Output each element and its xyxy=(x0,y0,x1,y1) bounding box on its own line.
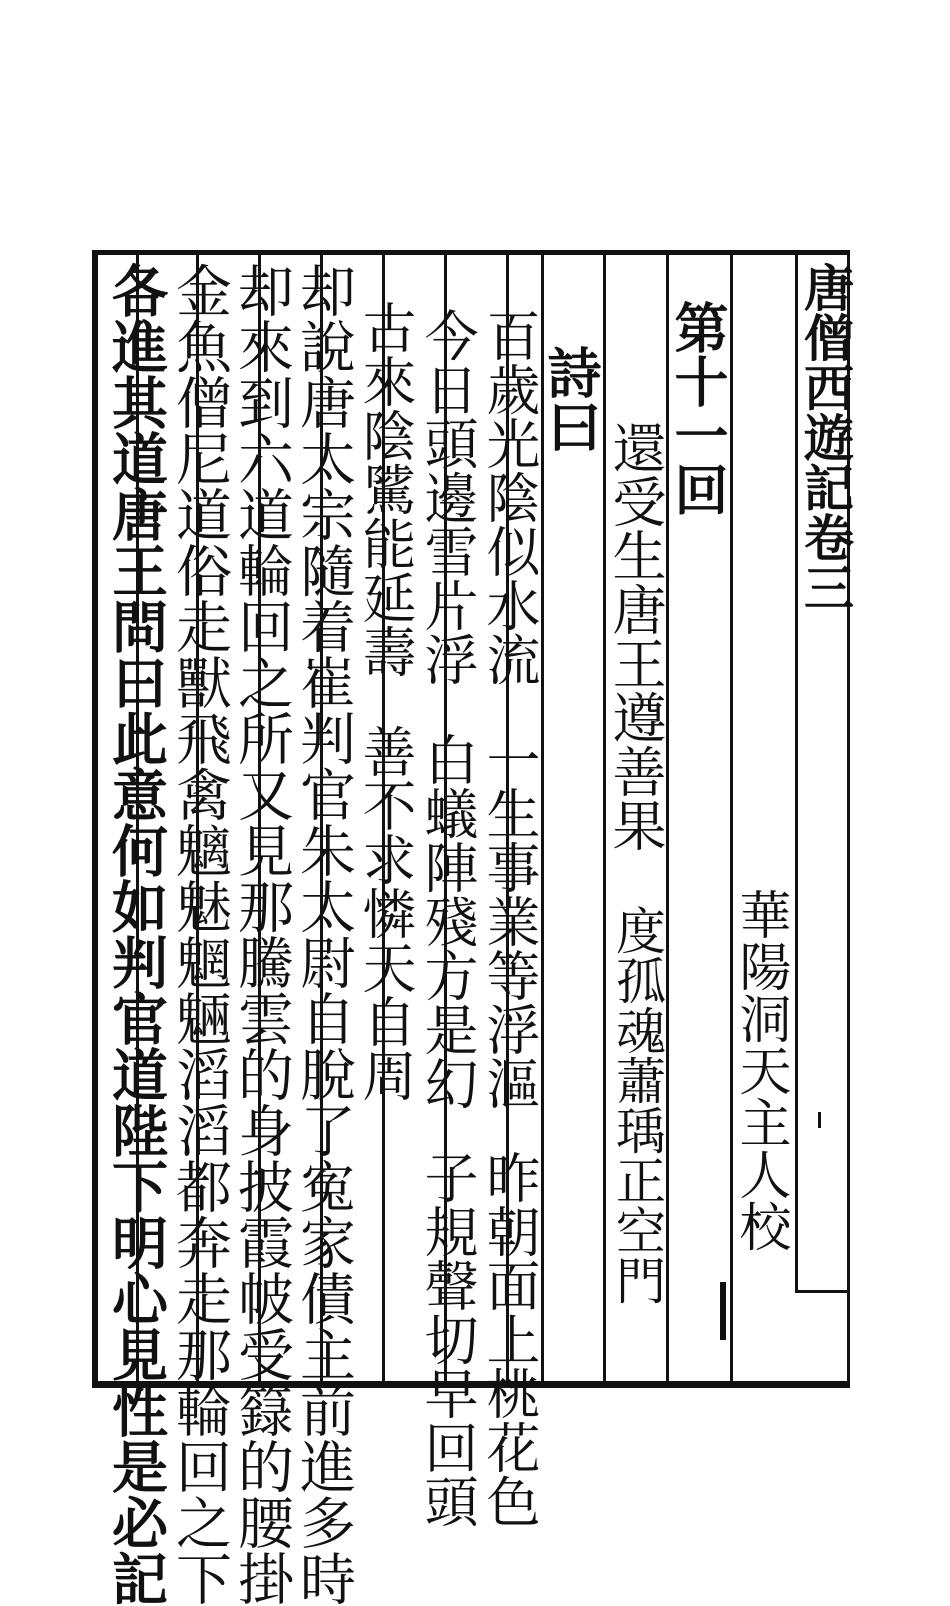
margin-ear-rule xyxy=(795,1290,850,1293)
chapter-number: 第十一回 xyxy=(666,300,730,516)
ink-mark xyxy=(818,1112,821,1128)
body-text-line: 却說唐太宗隨着崔判官朱太尉自脫了寃家債主前進多時 xyxy=(291,262,356,1606)
body-text-line: 金魚僧尼道俗走獸飛禽魑魅魍魎滔滔都奔走那輪回之下 xyxy=(167,262,232,1606)
poem-intro: 詩曰 xyxy=(539,345,603,453)
ink-mark xyxy=(720,1282,726,1340)
book-heading: 唐僧西遊記卷三 xyxy=(796,262,855,612)
poem-line: 古來陰騭能延壽善不求憐天自周 xyxy=(354,300,417,1102)
body-text-line: 各進其道唐王問曰此意何如判官道陛下明心見性是必記 xyxy=(103,262,169,1606)
poem-line: 今日頭邊雪片浮白蟻陣殘方是幻子規聲切早回頭 xyxy=(416,308,479,1528)
chapter-title-line: 還受生唐王遵善果 xyxy=(604,420,667,852)
chapter-title-line: 度孤魂蕭瑀正空門 xyxy=(608,905,666,1305)
poem-line: 百歲光陰似水流一生事業等浮漚昨朝面上桃花色 xyxy=(478,308,541,1528)
body-text-line: 却來到六道輪回之所又見那騰雲的身披霞帔受籙的腰掛 xyxy=(229,262,294,1606)
collator-line: 華陽洞天主人校 xyxy=(730,888,790,1252)
